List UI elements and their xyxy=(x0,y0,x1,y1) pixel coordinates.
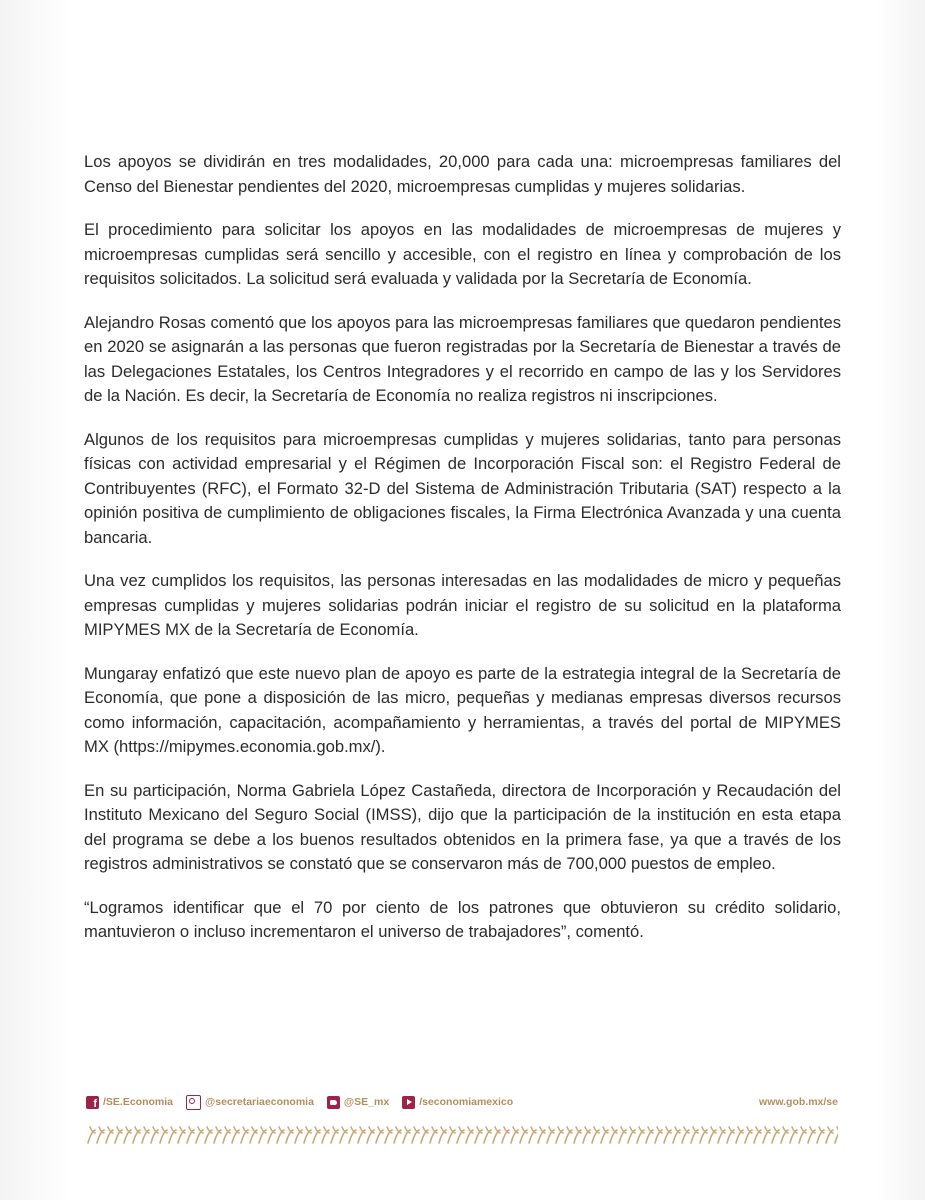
paragraph-8: “Logramos identificar que el 70 por ciento de los patrones que obtuvieron su crédito solidario, mantuvieron o incluso incrementaron el universo de trabajadores”, comentó. xyxy=(84,897,841,941)
twitter-handle: @SE_mx xyxy=(343,1096,390,1108)
youtube-link[interactable] xyxy=(402,1096,513,1109)
instagram-handle: @secretariaeconomia xyxy=(205,1096,314,1108)
instagram-icon xyxy=(186,1095,201,1110)
facebook-icon xyxy=(86,1096,99,1109)
decorative-pattern-band xyxy=(86,1123,838,1145)
facebook-link[interactable] xyxy=(86,1096,173,1109)
paragraph-5: Una vez cumplidos los requisitos, las personas interesadas en las modalidades de micro y pequeñas empresas cumplidas y mujeres solidarias podrán iniciar el registro de su solicitud en la plataforma MIPYMES MX de la Secretaría de Economía. xyxy=(84,571,841,639)
twitter-icon xyxy=(327,1096,340,1109)
document-body xyxy=(84,150,841,964)
paragraph-3: Alejandro Rosas comentó que los apoyos para las microempresas familiares que quedaron pendientes en 2020 se asignarán a las personas que fueron registradas por la Secretaría de Bienestar a través de las Delegaciones Estatales, los Centros Integradores y el recorrido en campo de las y los Servidores de la Nación. Es decir, la Secretaría de Economía no realiza registros ni inscripciones. xyxy=(84,312,841,405)
twitter-link[interactable] xyxy=(327,1096,389,1109)
footer-social-bar xyxy=(86,1093,838,1111)
facebook-handle: /SE.Economia xyxy=(103,1096,174,1108)
page-shadow-left xyxy=(0,0,70,1200)
instagram-link[interactable] xyxy=(186,1095,314,1110)
paragraph-4: Algunos de los requisitos para microempresas cumplidas y mujeres solidarias, tanto para personas físicas con actividad empresarial y el Régimen de Incorporación Fiscal son: el Registro Federal de Contribuyentes (RFC), el Formato 32-D del Sistema de Administración Tributaria (SAT) respecto a la opinión positiva de cumplimiento de obligaciones fiscales, la Firma Electrónica Avanzada y una cuenta bancaria. xyxy=(84,429,841,547)
youtube-icon xyxy=(402,1096,415,1109)
paragraph-1: Los apoyos se dividirán en tres modalidades, 20,000 para cada una: microempresas familiares del Censo del Bienestar pendientes del 2020, microempresas cumplidas y mujeres solidarias. xyxy=(84,152,841,196)
paragraph-7: En su participación, Norma Gabriela López Castañeda, directora de Incorporación y Recaudación del Instituto Mexicano del Seguro Social (IMSS), dijo que la participación de la institución en esta etapa del programa se debe a los buenos resultados obtenidos en la primera fase, ya que a través de los registros administrativos se constató que se conservaron más de 700,000 puestos de empleo. xyxy=(84,780,841,873)
paragraph-6: Mungaray enfatizó que este nuevo plan de apoyo es parte de la estrategia integral de la Secretaría de Economía, que pone a disposición de las micro, pequeñas y medianas empresas diversos recursos como información, capacitación, acompañamiento y herramientas, a través del portal de MIPYMES MX (https://mipymes.economia.gob.mx/). xyxy=(84,663,841,756)
youtube-handle: /seconomiamexico xyxy=(419,1096,514,1108)
website-link[interactable]: www.gob.mx/se xyxy=(759,1096,838,1108)
paragraph-2: El procedimiento para solicitar los apoyos en las modalidades de microempresas de mujeres y microempresas cumplidas será sencillo y accesible, con el registro en línea y comprobación de los requisitos solicitados. La solicitud será evaluada y validada por la Secretaría de Economía. xyxy=(84,220,841,288)
page-shadow-right xyxy=(875,0,925,1200)
